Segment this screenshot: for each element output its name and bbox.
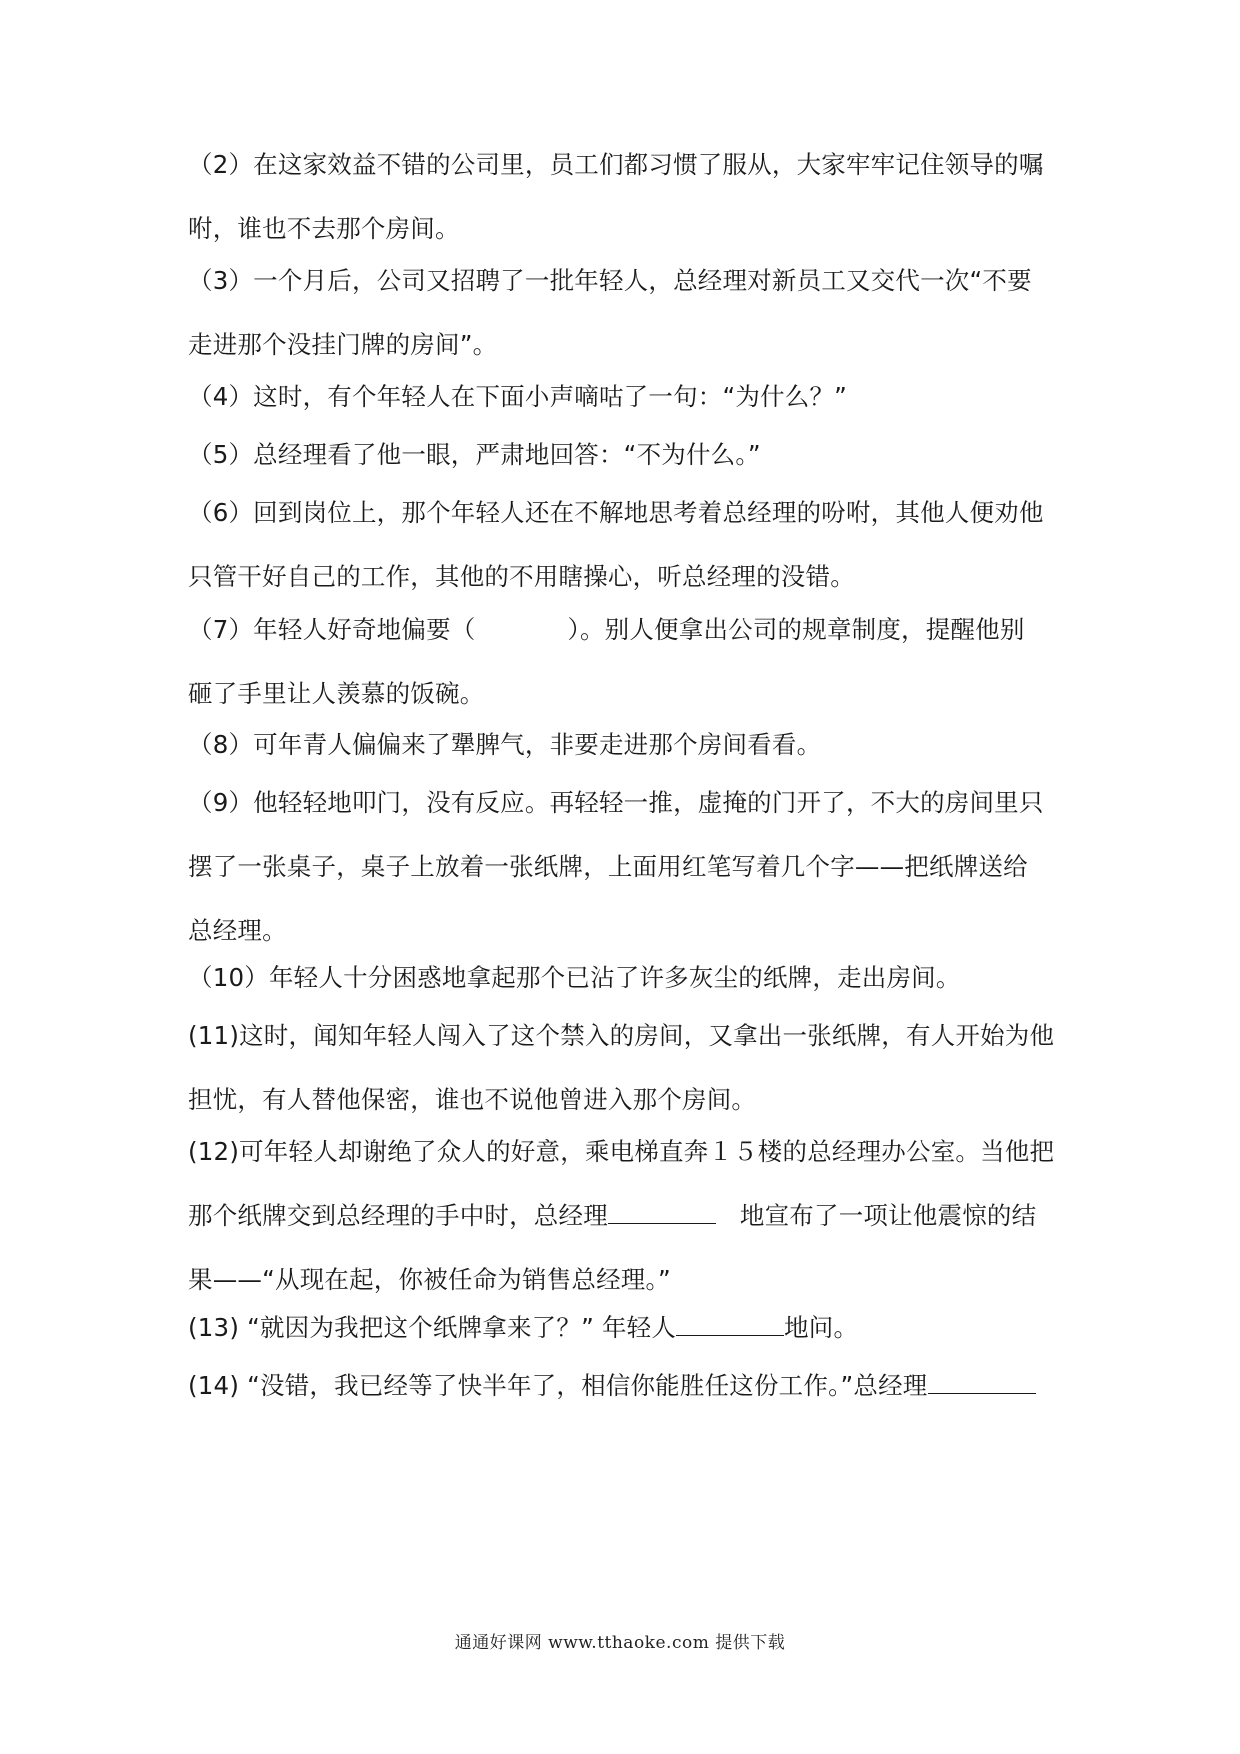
paragraph-13-text-b: 地问。 (784, 1313, 859, 1342)
paragraph-13-text-a: (13) “就因为我把这个纸牌拿来了？” 年轻人 (188, 1313, 677, 1342)
paragraph-12-line-2 (188, 1184, 1068, 1248)
paragraph-2-line-2: 咐，谁也不去那个房间。 (188, 214, 460, 243)
answer-blank-line (608, 1201, 716, 1224)
paragraph-4-line-1: （4）这时，有个年轻人在下面小声嘀咕了一句：“为什么？” (188, 382, 848, 411)
paragraph-10-line-1: （10）年轻人十分困惑地拿起那个已沾了许多灰尘的纸牌，走出房间。 (188, 963, 961, 992)
paragraph-3-line-1: （3）一个月后，公司又招聘了一批年轻人，总经理对新员工又交代一次“不要 (188, 266, 1032, 295)
paragraph-4 (188, 365, 1068, 429)
paragraph-11 (188, 1004, 1068, 1132)
paragraph-11-line-2: 担忧，有人替他保密，谁也不说他曾进入那个房间。 (188, 1085, 757, 1114)
paragraph-7-line-1 (188, 598, 1068, 662)
paragraph-7-line-2: 砸了手里让人羡慕的饭碗。 (188, 679, 485, 708)
paragraph-5-line-1: （5）总经理看了他一眼，严肃地回答：“不为什么。” (188, 440, 761, 469)
paragraph-6-line-1: （6）回到岗位上，那个年轻人还在不解地思考着总经理的吩咐，其他人便劝他 (188, 498, 1044, 527)
paragraph-12-text-a: 那个纸牌交到总经理的手中时，总经理 (188, 1201, 608, 1230)
paragraph-12-line-1: (12)可年轻人却谢绝了众人的好意，乘电梯直奔１５楼的总经理办公室。当他把 (188, 1137, 1055, 1166)
paragraph-6-line-2: 只管干好自己的工作，其他的不用瞎操心，听总经理的没错。 (188, 562, 855, 591)
page-footer: 通通好课网 www.tthaoke.com 提供下载 (454, 1633, 786, 1653)
paragraph-7-text-a: （7）年轻人好奇地偏要（ (188, 615, 476, 644)
paragraph-8-line-1: （8）可年青人偏偏来了犟脾气，非要走进那个房间看看。 (188, 730, 822, 759)
paragraph-7-text-b: ）。别人便拿出公司的规章制度，提醒他别 (567, 615, 1025, 644)
paragraph-14-line-1 (188, 1354, 1068, 1418)
paragraph-2 (188, 133, 1068, 261)
paragraph-3 (188, 249, 1068, 377)
paragraph-12 (188, 1120, 1068, 1312)
paragraph-3-line-2: 走进那个没挂门牌的房间”。 (188, 330, 498, 359)
paragraph-13 (188, 1296, 1068, 1360)
paragraph-12-text-b: 地宣布了一项让他震惊的结 (739, 1201, 1037, 1230)
paragraph-8 (188, 713, 1068, 777)
paragraph-13-line-1 (188, 1296, 1068, 1360)
answer-blank-line (676, 1313, 784, 1336)
answer-blank-line (928, 1371, 1036, 1394)
paragraph-7 (188, 598, 1068, 726)
paragraph-9-line-2: 摆了一张桌子，桌子上放着一张纸牌，上面用红笔写着几个字——把纸牌送给 (188, 852, 1028, 881)
paragraph-14-text-a: (14) “没错，我已经等了快半年了，相信你能胜任这份工作。”总经理 (188, 1371, 928, 1400)
paragraph-5 (188, 423, 1068, 487)
paragraph-14 (188, 1354, 1068, 1418)
paragraph-6 (188, 481, 1068, 609)
paragraph-9-line-1: （9）他轻轻地叩门，没有反应。再轻轻一推，虚掩的门开了，不大的房间里只 (188, 788, 1044, 817)
paragraph-12-line-3: 果——“从现在起，你被任命为销售总经理。” (188, 1265, 671, 1294)
paragraph-10 (188, 946, 1068, 1010)
paragraph-2-line-1: （2）在这家效益不错的公司里，员工们都习惯了服从，大家牢牢记住领导的嘱 (188, 150, 1044, 179)
paragraph-11-line-1: (11)这时，闻知年轻人闯入了这个禁入的房间，又拿出一张纸牌，有人开始为他 (188, 1021, 1055, 1050)
paragraph-9 (188, 771, 1068, 963)
paragraph-9-line-3: 总经理。 (188, 916, 287, 945)
